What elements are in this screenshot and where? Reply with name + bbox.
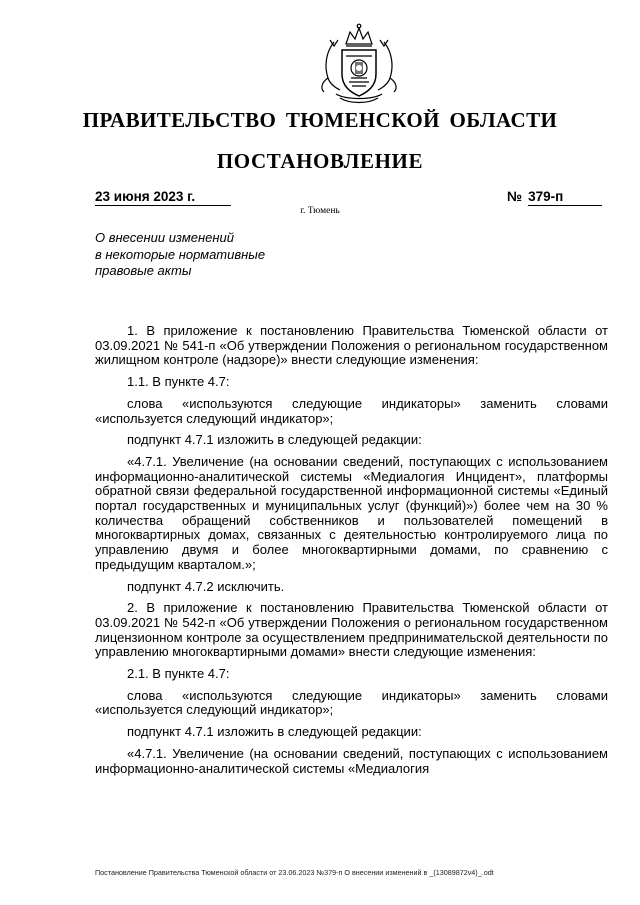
- document-date: 23 июня 2023 г.: [95, 189, 231, 206]
- subject-line: правовые акты: [95, 263, 192, 278]
- document-number: [507, 189, 605, 206]
- paragraph: подпункт 4.7.1 изложить в следующей редакции:: [127, 724, 422, 740]
- paragraph: слова «используются следующие индикаторы» заменить словами «используется следующий индикатор»;: [95, 395, 608, 426]
- number-sign: №: [507, 189, 523, 204]
- coat-of-arms-icon: [316, 22, 402, 106]
- paragraph: 2. В приложение к постановлению Правительства Тюменской области от 03.09.2021 № 542-п «Об утверждении Положения о региональном государственном лицензионном контроле за осуществлением предпринимательской деятельности по управлению многоквартирными домами» внести следующие изменения:: [95, 600, 608, 660]
- subject-line: в некоторые нормативные: [95, 246, 266, 262]
- paragraph: «4.7.1. Увеличение (на основании сведений, поступающих с использованием информационно-аналитической системы «Медиалогия: [95, 745, 608, 776]
- document-subject: [95, 230, 315, 280]
- government-title: ПРАВИТЕЛЬСТВО ТЮМЕНСКОЙ ОБЛАСТИ: [82, 108, 558, 132]
- paragraph: подпункт 4.7.2 исключить.: [127, 578, 285, 594]
- number-value: 379-п: [528, 189, 602, 206]
- subject-line: О внесении изменений: [95, 230, 234, 245]
- paragraph: подпункт 4.7.1 изложить в следующей редакции:: [127, 432, 422, 448]
- paragraph: 2.1. В пункте 4.7:: [127, 666, 230, 682]
- city: г. Тюмень: [300, 206, 340, 216]
- page-footer: Постановление Правительства Тюменской области от 23.06.2023 №379-п О внесении изменений в _(13089872v4)_.odt: [95, 868, 494, 877]
- document-type: ПОСТАНОВЛЕНИЕ: [216, 149, 424, 173]
- paragraph: слова «используются следующие индикаторы» заменить словами «используется следующий индикатор»;: [95, 687, 608, 718]
- paragraph: «4.7.1. Увеличение (на основании сведений, поступающих с использованием информационно-аналитической системы «Медиалогия Инцидент», платформы обратной связи федеральной государственной информационной системы «Единый портал государственных и муниципальных услуг (функций)») более чем на 30 % количества обращений собственников и пользователей помещений в многоквартирных домах, связанных с деятельностью контролируемого лица по управлению двумя и более многоквартирными домами, по сравнению с предыдущим кварталом.»;: [95, 453, 608, 572]
- paragraph: 1. В приложение к постановлению Правительства Тюменской области от 03.09.2021 № 541-п «Об утверждении Положения о региональном государственном жилищном контроле (надзоре)» внести следующие изменения:: [95, 323, 608, 368]
- document-body: [95, 324, 608, 783]
- paragraph: 1.1. В пункте 4.7:: [127, 374, 230, 390]
